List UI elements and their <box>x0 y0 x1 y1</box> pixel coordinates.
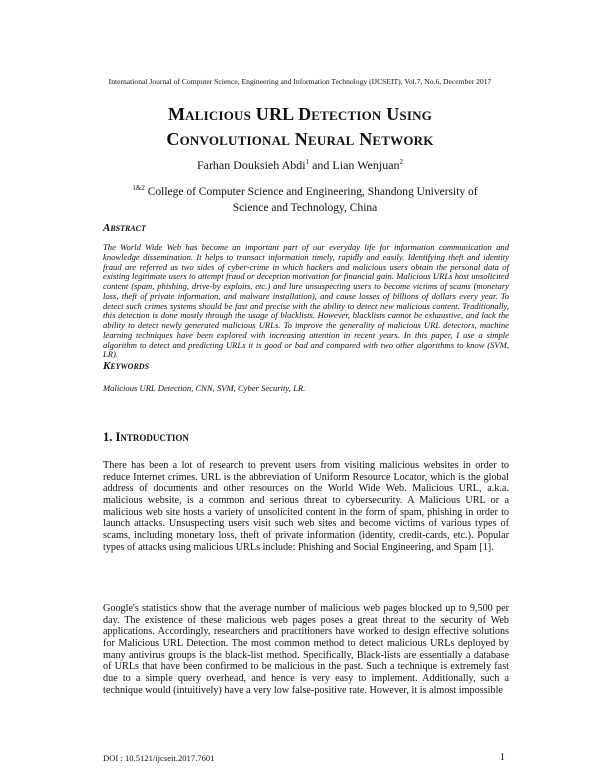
journal-header: International Journal of Computer Science, Engineering and Information Technology (IJCSEIT), Vol.7, No.6, December 2017 <box>108 77 492 86</box>
affiliation-text: College of Computer Science and Engineering, Shandong University of Science and Technology, China <box>147 185 478 214</box>
author-1-sup: 1 <box>305 158 310 166</box>
authors <box>0 158 600 173</box>
intro-paragraph-1: There has been a lot of research to prevent users from visiting malicious websites in order to reduce Internet crimes. URL is the abbreviation of Uniform Resource Locator, which is the global address of documents and other resources on the World Wide Web. Malicious URL, a.k.a. malicious website, is a common and serious threat to cybersecurity. A Malicious URL or a malicious web site hosts a variety of unsolicited content in the form of spam, phishing in order to launch attacks. Unsuspecting users visit such web sites and become victims of various types of scams, including monetary loss, theft of private information (identity, credit-cards, etc.). Popular types of attacks using malicious URLs include: Phishing and Social Engineering, and Spam [1]. <box>103 460 509 553</box>
keywords-text: Malicious URL Detection, CNN, SVM, Cyber Security, LR. <box>103 383 306 393</box>
affiliation <box>120 180 490 216</box>
author-2-sup: 2 <box>399 158 404 166</box>
author-2: Lian Wenjuan <box>332 158 400 172</box>
authors-and: and <box>309 158 333 172</box>
keywords-heading: Keywords <box>103 360 150 372</box>
abstract-heading: Abstract <box>103 222 146 234</box>
title-line-1: Malicious URL Detection Using <box>167 104 432 124</box>
doi: DOI : 10.5121/ijcseit.2017.7601 <box>103 753 215 763</box>
title-line-2: Convolutional Neural Network <box>166 129 434 149</box>
intro-paragraph-2: Google's statistics show that the average number of malicious web pages blocked up to 9,500 per day. The existence of these malicious web pages poses a great threat to the security of Web applications. Accordingly, researchers and practitioners have worked to design effective solutions for Malicious URL Detection. The most common method to detect malicious URLs deployed by many antivirus groups is the black-list method. Specifically, Black-lists are essentially a database of URLs that have been confirmed to be malicious in the past. Such a technique is extremely fast due to a simple query overhead, and hence is very easy to implement. Additionally, such a technique would (intuitively) have a very low false-positive rate. However, it is almost impossible <box>103 603 509 696</box>
author-1: Farhan Douksieh Abdi <box>196 158 306 172</box>
page-number: 1 <box>500 752 505 763</box>
affiliation-sup: 1&2 <box>132 184 145 192</box>
abstract-text: The World Wide Web has become an important part of our everyday life for information communication and knowledge dissemination. It helps to transact information timely, rapidly and easily. Identifying theft and identity fraud are referred as two sides of cyber-crime in which hackers and malicious users obtain the personal data of existing legitimate users to attempt fraud or deception motivation for financial gain. Malicious URLs host unsolicited content (spam, phishing, drive-by exploits, etc.) and lure unsuspecting users to become victims of scams (monetary loss, theft of private information, and malware installation), and cause losses of billions of dollars every year. To detect such crimes systems should be fast and precise with the ability to detect new malicious content. Traditionally, this detection is done mostly through the usage of blacklists. However, blacklists cannot be exhaustive, and lack the ability to detect newly generated malicious URLs. To improve the generality of malicious URL detectors, machine learning techniques have been explored with increasing attention in recent years. In this paper, I use a simple algorithm to detect and predicting URLs it is good or bad and compared with two other algorithms to know (SVM, LR). <box>103 242 509 360</box>
introduction-heading: 1. Introduction <box>103 430 189 444</box>
